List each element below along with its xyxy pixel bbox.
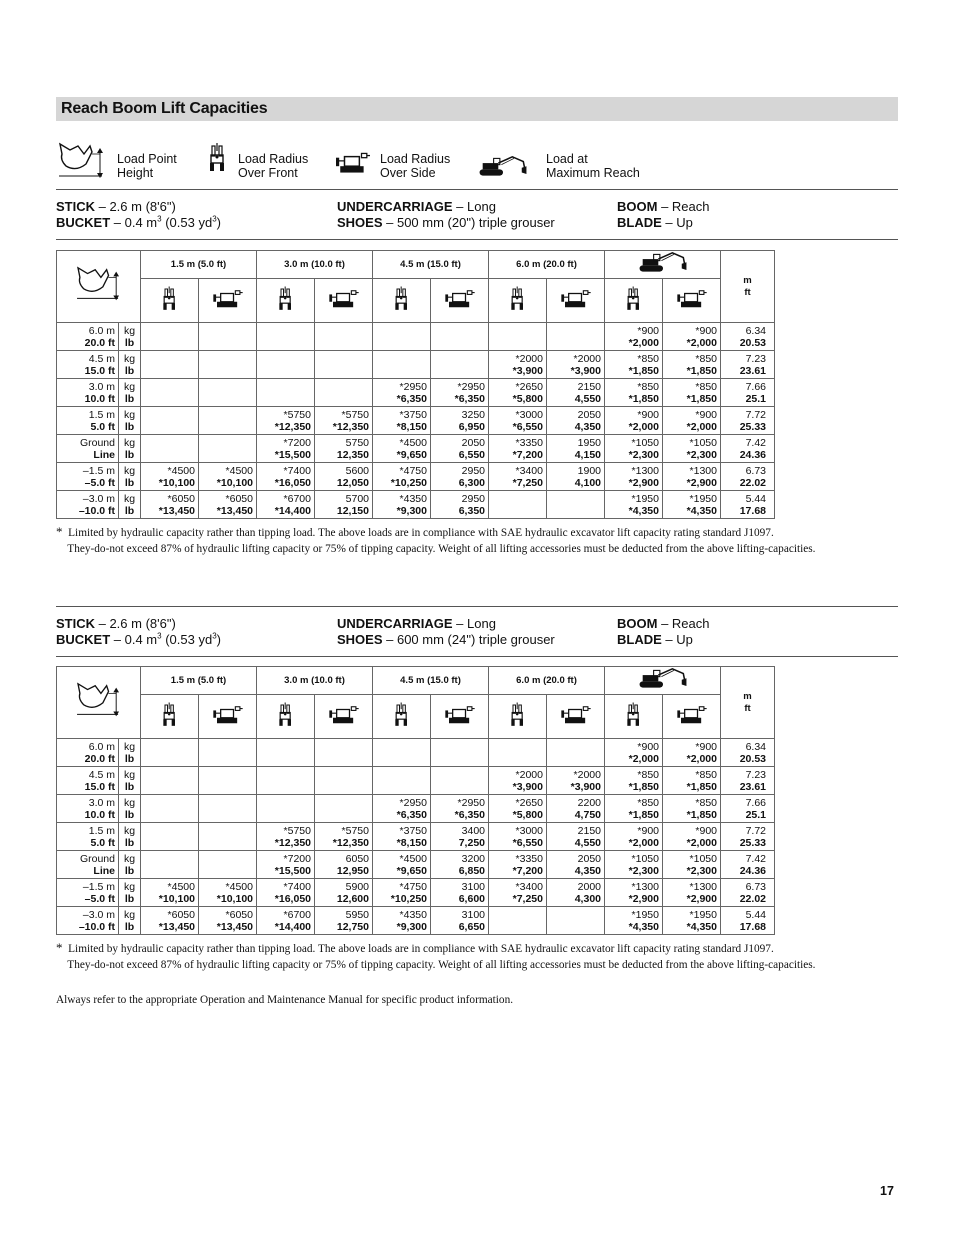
capacity-cell: *3350 *7,200 [489, 851, 547, 879]
capacity-cell: *2650 *5,800 [489, 379, 547, 407]
radius-header: 4.5 m (15.0 ft) [373, 667, 489, 695]
capacity-cell: 2050 4,350 [547, 851, 605, 879]
load-point-height-icon [74, 264, 124, 306]
unit-cell: kg lb [119, 435, 141, 463]
load-radius-over-side-icon [561, 704, 591, 726]
radius-header: 1.5 m (5.0 ft) [141, 251, 257, 279]
capacity-cell [547, 491, 605, 519]
capacity-cell: *2000 *3,900 [547, 767, 605, 795]
capacity-cell [547, 323, 605, 351]
capacity-cell: *3000 *6,550 [489, 407, 547, 435]
capacity-cell: 3200 6,850 [431, 851, 489, 879]
unit-cell: kg lb [119, 851, 141, 879]
capacity-cell: 2150 4,550 [547, 379, 605, 407]
capacity-cell: *7200 *15,500 [257, 851, 315, 879]
capacity-cell: *6050 *13,450 [141, 491, 199, 519]
front-column-header [489, 695, 547, 739]
load-radius-over-front-icon [160, 285, 180, 313]
capacity-cell: 6050 12,950 [315, 851, 373, 879]
side-column-header [199, 279, 257, 323]
capacity-cell: *1300 *2,900 [605, 879, 663, 907]
capacity-cell: *900 *2,000 [663, 823, 721, 851]
capacity-cell: 2150 4,550 [547, 823, 605, 851]
load-radius-over-side-icon [213, 704, 243, 726]
capacity-cell [257, 351, 315, 379]
load-radius-over-front-icon [392, 701, 412, 729]
capacity-cell: *4500 *10,100 [199, 879, 257, 907]
capacity-cell: *2950 *6,350 [431, 379, 489, 407]
capacity-cell: 2200 4,750 [547, 795, 605, 823]
load-radius-over-side-icon [329, 288, 359, 310]
capacity-cell [199, 351, 257, 379]
capacity-cell: *850 *1,850 [663, 379, 721, 407]
capacity-cell: *6700 *14,400 [257, 907, 315, 935]
capacity-cell [315, 767, 373, 795]
load-point-height-icon [56, 140, 108, 184]
capacity-cell: *900 *2,000 [663, 323, 721, 351]
capacity-cell: *4500 *10,100 [199, 463, 257, 491]
table-row [57, 379, 775, 407]
capacity-cell [257, 323, 315, 351]
capacity-cell: *1950 *4,350 [605, 491, 663, 519]
footnote-2: * Limited by hydraulic capacity rather than tipping load. The above loads are in compliance with SAE hydraulic excavator lift capacity rating standard J1097. They-do-not exceed 87% of hydraulic lifting capacity or 75% of tipping capacity. Weight of all lifting accessories must be deducted from the above lifting-capacities. [56, 940, 816, 971]
capacity-cell: *6050 *13,450 [199, 907, 257, 935]
capacity-cell: 5900 12,600 [315, 879, 373, 907]
table-row [57, 351, 775, 379]
load-point-height-header [57, 251, 141, 323]
table-row [57, 879, 775, 907]
front-column-header [257, 279, 315, 323]
reach-unit-header: m ft [721, 667, 775, 739]
load-height: 4.5 m 15.0 ft [57, 767, 119, 795]
capacity-cell [257, 767, 315, 795]
capacity-cell: *1050 *2,300 [663, 435, 721, 463]
capacity-cell: *2000 *3,900 [547, 351, 605, 379]
load-height: 1.5 m 5.0 ft [57, 823, 119, 851]
capacity-cell: *2650 *5,800 [489, 795, 547, 823]
capacity-cell: *5750 *12,350 [257, 407, 315, 435]
load-at-max-reach-icon [478, 152, 528, 182]
capacity-cell: *1050 *2,300 [663, 851, 721, 879]
load-radius-over-front-icon [624, 701, 644, 729]
capacity-cell: 5700 12,150 [315, 491, 373, 519]
load-at-max-reach-icon [638, 667, 688, 691]
capacity-cell: *1300 *2,900 [663, 879, 721, 907]
load-height: –3.0 m –10.0 ft [57, 907, 119, 935]
load-radius-over-side-icon [445, 704, 475, 726]
capacity-cell: *850 *1,850 [663, 767, 721, 795]
capacity-cell: *900 *2,000 [663, 739, 721, 767]
capacity-cell: *1950 *4,350 [605, 907, 663, 935]
capacity-cell: *850 *1,850 [663, 795, 721, 823]
side-column-header [663, 695, 721, 739]
capacity-cell: 3100 6,600 [431, 879, 489, 907]
capacity-cell: *1050 *2,300 [605, 435, 663, 463]
max-reach-cell: 6.34 20.53 [721, 739, 775, 767]
capacity-cell: *900 *2,000 [605, 323, 663, 351]
front-column-header [373, 695, 431, 739]
side-column-header [315, 695, 373, 739]
capacity-cell: *6050 *13,450 [141, 907, 199, 935]
capacity-cell [315, 323, 373, 351]
capacity-cell [257, 739, 315, 767]
capacity-cell: *6050 *13,450 [199, 491, 257, 519]
max-reach-cell: 7.42 24.36 [721, 851, 775, 879]
capacity-cell: *5750 *12,350 [315, 823, 373, 851]
unit-cell: kg lb [119, 907, 141, 935]
capacity-cell: *4500 *9,650 [373, 435, 431, 463]
load-height: 6.0 m 20.0 ft [57, 739, 119, 767]
capacity-cell [141, 851, 199, 879]
capacity-cell: *2000 *3,900 [489, 767, 547, 795]
unit-cell: kg lb [119, 463, 141, 491]
capacity-cell: *4750 *10,250 [373, 463, 431, 491]
capacity-cell [547, 739, 605, 767]
capacity-cell [373, 739, 431, 767]
capacity-cell [431, 323, 489, 351]
capacity-cell: *7400 *16,050 [257, 879, 315, 907]
load-radius-over-front-icon [508, 701, 528, 729]
title-bar [56, 97, 898, 121]
capacity-cell [199, 767, 257, 795]
lift-capacity-table-1 [56, 250, 775, 519]
load-height: 4.5 m 15.0 ft [57, 351, 119, 379]
front-column-header [489, 279, 547, 323]
front-column-header [605, 279, 663, 323]
max-reach-cell: 7.72 25.33 [721, 407, 775, 435]
capacity-cell: *3750 *8,150 [373, 823, 431, 851]
capacity-cell: *4350 *9,300 [373, 491, 431, 519]
footnote-1: * Limited by hydraulic capacity rather than tipping load. The above loads are in compliance with SAE hydraulic excavator lift capacity rating standard J1097. They-do-not exceed 87% of hydraulic lifting capacity or 75% of tipping capacity. Weight of all lifting accessories must be deducted from the above lifting-capacities. [56, 524, 816, 555]
capacity-cell: 2050 6,550 [431, 435, 489, 463]
capacity-cell: 3250 6,950 [431, 407, 489, 435]
capacity-cell [315, 379, 373, 407]
capacity-cell: *850 *1,850 [605, 767, 663, 795]
capacity-cell: *4500 *10,100 [141, 879, 199, 907]
capacity-cell [141, 435, 199, 463]
capacity-cell: 2000 4,300 [547, 879, 605, 907]
radius-header: 6.0 m (20.0 ft) [489, 667, 605, 695]
table-row [57, 739, 775, 767]
divider [56, 606, 898, 607]
unit-cell: kg lb [119, 795, 141, 823]
side-column-header [547, 695, 605, 739]
side-column-header [431, 695, 489, 739]
unit-cell: kg lb [119, 739, 141, 767]
max-reach-cell: 7.23 23.61 [721, 351, 775, 379]
load-at-max-reach-icon [638, 251, 688, 275]
unit-cell: kg lb [119, 879, 141, 907]
table-row [57, 491, 775, 519]
load-point-height-header [57, 667, 141, 739]
max-reach-cell: 7.72 25.33 [721, 823, 775, 851]
capacity-cell [315, 739, 373, 767]
capacity-cell: 5750 12,350 [315, 435, 373, 463]
capacity-cell [141, 351, 199, 379]
capacity-cell: *900 *2,000 [605, 739, 663, 767]
capacity-cell: 1950 4,150 [547, 435, 605, 463]
max-reach-cell: 7.66 25.1 [721, 795, 775, 823]
capacity-cell: 1900 4,100 [547, 463, 605, 491]
radius-header: 3.0 m (10.0 ft) [257, 667, 373, 695]
capacity-cell [315, 351, 373, 379]
front-column-header [141, 279, 199, 323]
capacity-cell: 2050 4,350 [547, 407, 605, 435]
load-point-height-icon [74, 680, 124, 722]
capacity-cell: *4500 *9,650 [373, 851, 431, 879]
radius-header: 4.5 m (15.0 ft) [373, 251, 489, 279]
side-column-header [315, 279, 373, 323]
max-reach-cell: 7.42 24.36 [721, 435, 775, 463]
max-reach-header [605, 667, 721, 695]
load-radius-over-side-icon [445, 288, 475, 310]
capacity-cell: *1050 *2,300 [605, 851, 663, 879]
capacity-cell [315, 795, 373, 823]
max-reach-cell: 6.34 20.53 [721, 323, 775, 351]
capacity-cell [199, 323, 257, 351]
capacity-cell: *4750 *10,250 [373, 879, 431, 907]
capacity-cell: 2950 6,350 [431, 491, 489, 519]
capacity-cell [431, 739, 489, 767]
capacity-cell: *5750 *12,350 [257, 823, 315, 851]
legend: Load Point Height Load Radius Over Front Load Radius Over Side Load at Maximum Reach [56, 140, 898, 188]
capacity-cell: *850 *1,850 [605, 351, 663, 379]
capacity-cell [547, 907, 605, 935]
capacity-cell: *3400 *7,250 [489, 879, 547, 907]
front-column-header [141, 695, 199, 739]
table-row [57, 851, 775, 879]
load-radius-over-side-icon [677, 704, 707, 726]
capacity-cell: *4350 *9,300 [373, 907, 431, 935]
front-column-header [373, 279, 431, 323]
load-height: Ground Line [57, 435, 119, 463]
capacity-cell: *2950 *6,350 [373, 795, 431, 823]
capacity-cell: 5600 12,050 [315, 463, 373, 491]
unit-cell: kg lb [119, 379, 141, 407]
max-reach-cell: 7.23 23.61 [721, 767, 775, 795]
lift-capacity-table-2 [56, 666, 775, 935]
table-row [57, 823, 775, 851]
capacity-cell: *900 *2,000 [663, 407, 721, 435]
load-radius-over-side-icon [213, 288, 243, 310]
capacity-cell: 5950 12,750 [315, 907, 373, 935]
load-radius-over-front-icon [206, 140, 230, 176]
max-reach-cell: 7.66 25.1 [721, 379, 775, 407]
capacity-cell [141, 323, 199, 351]
capacity-cell: *850 *1,850 [605, 379, 663, 407]
radius-header: 6.0 m (20.0 ft) [489, 251, 605, 279]
max-reach-cell: 5.44 17.68 [721, 907, 775, 935]
load-radius-over-front-icon [160, 701, 180, 729]
capacity-cell: *2000 *3,900 [489, 351, 547, 379]
capacity-cell [489, 907, 547, 935]
footer-note: Always refer to the appropriate Operation and Maintenance Manual for specific product information. [56, 994, 514, 1006]
capacity-cell [199, 379, 257, 407]
capacity-cell [373, 351, 431, 379]
capacity-cell [373, 767, 431, 795]
unit-cell: kg lb [119, 323, 141, 351]
capacity-cell: *3350 *7,200 [489, 435, 547, 463]
table-row [57, 435, 775, 463]
capacity-cell: *850 *1,850 [663, 351, 721, 379]
capacity-cell: *850 *1,850 [605, 795, 663, 823]
unit-cell: kg lb [119, 767, 141, 795]
side-column-header [547, 279, 605, 323]
capacity-cell: *7200 *15,500 [257, 435, 315, 463]
capacity-cell [257, 379, 315, 407]
load-height: –3.0 m –10.0 ft [57, 491, 119, 519]
divider [56, 239, 898, 240]
radius-header: 3.0 m (10.0 ft) [257, 251, 373, 279]
load-height: –1.5 m –5.0 ft [57, 879, 119, 907]
unit-cell: kg lb [119, 823, 141, 851]
capacity-cell: *900 *2,000 [605, 823, 663, 851]
divider [56, 189, 898, 190]
capacity-cell: *1950 *4,350 [663, 491, 721, 519]
capacity-cell [489, 323, 547, 351]
capacity-cell [199, 739, 257, 767]
load-radius-over-front-icon [508, 285, 528, 313]
reach-unit-header: m ft [721, 251, 775, 323]
capacity-cell: *3750 *8,150 [373, 407, 431, 435]
load-radius-over-side-icon [336, 148, 370, 178]
table-row [57, 907, 775, 935]
unit-cell: kg lb [119, 351, 141, 379]
capacity-cell [199, 795, 257, 823]
load-height: –1.5 m –5.0 ft [57, 463, 119, 491]
capacity-cell: *1300 *2,900 [663, 463, 721, 491]
max-reach-cell: 6.73 22.02 [721, 463, 775, 491]
front-column-header [257, 695, 315, 739]
capacity-cell: *7400 *16,050 [257, 463, 315, 491]
capacity-cell: *3000 *6,550 [489, 823, 547, 851]
capacity-cell [141, 407, 199, 435]
capacity-cell: *900 *2,000 [605, 407, 663, 435]
capacity-cell [141, 379, 199, 407]
page-title: Reach Boom Lift Capacities [61, 100, 268, 117]
front-column-header [605, 695, 663, 739]
capacity-cell [199, 851, 257, 879]
load-height: Ground Line [57, 851, 119, 879]
capacity-cell: *3400 *7,250 [489, 463, 547, 491]
table-row [57, 795, 775, 823]
load-height: 1.5 m 5.0 ft [57, 407, 119, 435]
radius-header: 1.5 m (5.0 ft) [141, 667, 257, 695]
capacity-cell [489, 491, 547, 519]
page-number: 17 [880, 1184, 894, 1198]
load-radius-over-side-icon [561, 288, 591, 310]
unit-cell: kg lb [119, 407, 141, 435]
load-radius-over-side-icon [329, 704, 359, 726]
capacity-cell [257, 795, 315, 823]
capacity-cell [489, 739, 547, 767]
capacity-cell: 2950 6,300 [431, 463, 489, 491]
max-reach-cell: 5.44 17.68 [721, 491, 775, 519]
capacity-cell: *2950 *6,350 [373, 379, 431, 407]
max-reach-header [605, 251, 721, 279]
capacity-cell [431, 767, 489, 795]
load-radius-over-side-icon [677, 288, 707, 310]
capacity-cell [141, 795, 199, 823]
table-row [57, 463, 775, 491]
capacity-cell [199, 407, 257, 435]
table-row [57, 767, 775, 795]
capacity-cell: *5750 *12,350 [315, 407, 373, 435]
side-column-header [431, 279, 489, 323]
load-radius-over-front-icon [624, 285, 644, 313]
max-reach-cell: 6.73 22.02 [721, 879, 775, 907]
capacity-cell: 3400 7,250 [431, 823, 489, 851]
load-radius-over-front-icon [392, 285, 412, 313]
capacity-cell: *1300 *2,900 [605, 463, 663, 491]
capacity-cell [141, 823, 199, 851]
capacity-cell [141, 739, 199, 767]
load-height: 6.0 m 20.0 ft [57, 323, 119, 351]
table-row [57, 407, 775, 435]
capacity-cell: *6700 *14,400 [257, 491, 315, 519]
capacity-cell [199, 823, 257, 851]
capacity-cell: *2950 *6,350 [431, 795, 489, 823]
load-height: 3.0 m 10.0 ft [57, 795, 119, 823]
capacity-cell [373, 323, 431, 351]
capacity-cell: 3100 6,650 [431, 907, 489, 935]
side-column-header [199, 695, 257, 739]
table-row [57, 323, 775, 351]
capacity-cell: *1950 *4,350 [663, 907, 721, 935]
load-radius-over-front-icon [276, 701, 296, 729]
load-radius-over-front-icon [276, 285, 296, 313]
capacity-cell [141, 767, 199, 795]
side-column-header [663, 279, 721, 323]
divider [56, 656, 898, 657]
capacity-cell [431, 351, 489, 379]
capacity-cell: *4500 *10,100 [141, 463, 199, 491]
unit-cell: kg lb [119, 491, 141, 519]
capacity-cell [199, 435, 257, 463]
load-height: 3.0 m 10.0 ft [57, 379, 119, 407]
